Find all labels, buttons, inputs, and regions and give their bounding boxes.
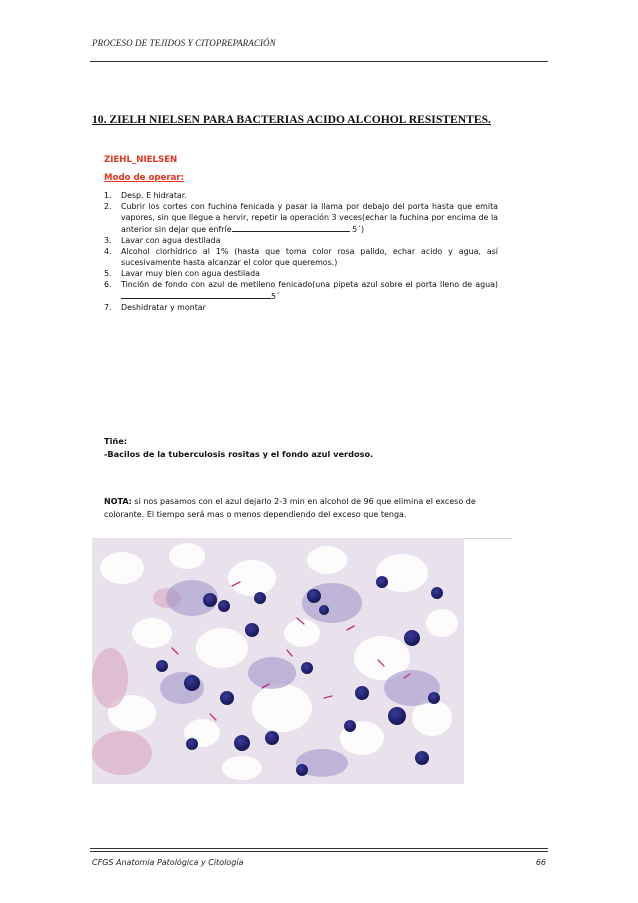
- step-number: 1.: [104, 191, 112, 200]
- stain-result-text: -Bacilos de la tuberculosis rositas y el fondo azul verdoso.: [104, 449, 374, 459]
- footer-course: CFGS Anatomía Patológica y Citología: [92, 858, 244, 867]
- header-divider: [90, 61, 548, 62]
- procedure-block: [104, 155, 498, 313]
- footer-page-number: 66: [535, 858, 546, 867]
- step-number: 7.: [104, 303, 112, 312]
- step-number: 6.: [104, 280, 112, 289]
- step-suffix: 5´): [352, 225, 365, 234]
- step-text: Alcohol clorhídrico al 1% (hasta que toma color rosa palido, echar acido y agua, así sucesivamente hasta alcanzar el color que queremos.): [121, 247, 498, 267]
- stain-result-block: [104, 435, 373, 461]
- step-text: Tinción de fondo con azul de metileno fenicado(una pipeta azul sobre el porta lleno de agua): [121, 280, 498, 289]
- step-suffix: 5´: [271, 292, 280, 301]
- fill-in-blank: [232, 223, 350, 232]
- step-text: Desp. E hidratar.: [121, 191, 187, 200]
- footer-divider-top: [90, 848, 548, 849]
- step-text: Deshidratar y montar: [121, 303, 206, 312]
- procedure-name: ZIEHL_NIELSEN: [104, 155, 178, 165]
- micrograph-image: [92, 538, 464, 784]
- fill-in-blank: [121, 290, 271, 299]
- step-item: [104, 190, 498, 201]
- note-text: si nos pasamos con el azul dejarlo 2-3 min en alcohol de 96 que elimina el exceso de colorante. El tiempo será mas o menos dependiendo del exceso que tenga.: [104, 497, 476, 519]
- note-block: [104, 495, 484, 521]
- step-item: [104, 201, 498, 235]
- step-item: [104, 268, 498, 279]
- stain-result-heading: Tiñe:: [104, 436, 128, 446]
- steps-list: [104, 190, 498, 313]
- step-number: 5.: [104, 269, 112, 278]
- step-text: Lavar muy bien con agua destilada: [121, 269, 260, 278]
- procedure-subheading: Modo de operar:: [104, 173, 185, 183]
- section-title: 10. ZIELH NIELSEN PARA BACTERIAS ACIDO ALCOHOL RESISTENTES.: [92, 113, 491, 126]
- step-number: 2.: [104, 202, 112, 211]
- note-label: NOTA:: [104, 497, 132, 506]
- running-header: PROCESO DE TEJIDOS Y CITOPREPARACIÓN: [92, 38, 276, 48]
- step-item: [104, 302, 498, 313]
- step-text: Cubrir los cortes con fuchina fenicada y pasar la llama por debajo del porta hasta que emita vapores, sin que llegue a hervir, repetir la operación 3 veces(echar la fuchina por encima de la anterior sin dejar que enfríe: [121, 202, 498, 234]
- micrograph-illustration: [92, 538, 464, 784]
- step-number: 3.: [104, 236, 112, 245]
- footer-divider-bottom: [90, 851, 548, 852]
- step-item: [104, 279, 498, 302]
- step-item: [104, 246, 498, 268]
- step-number: 4.: [104, 247, 112, 256]
- step-text: Lavar con agua destilada: [121, 236, 221, 245]
- step-item: [104, 235, 498, 246]
